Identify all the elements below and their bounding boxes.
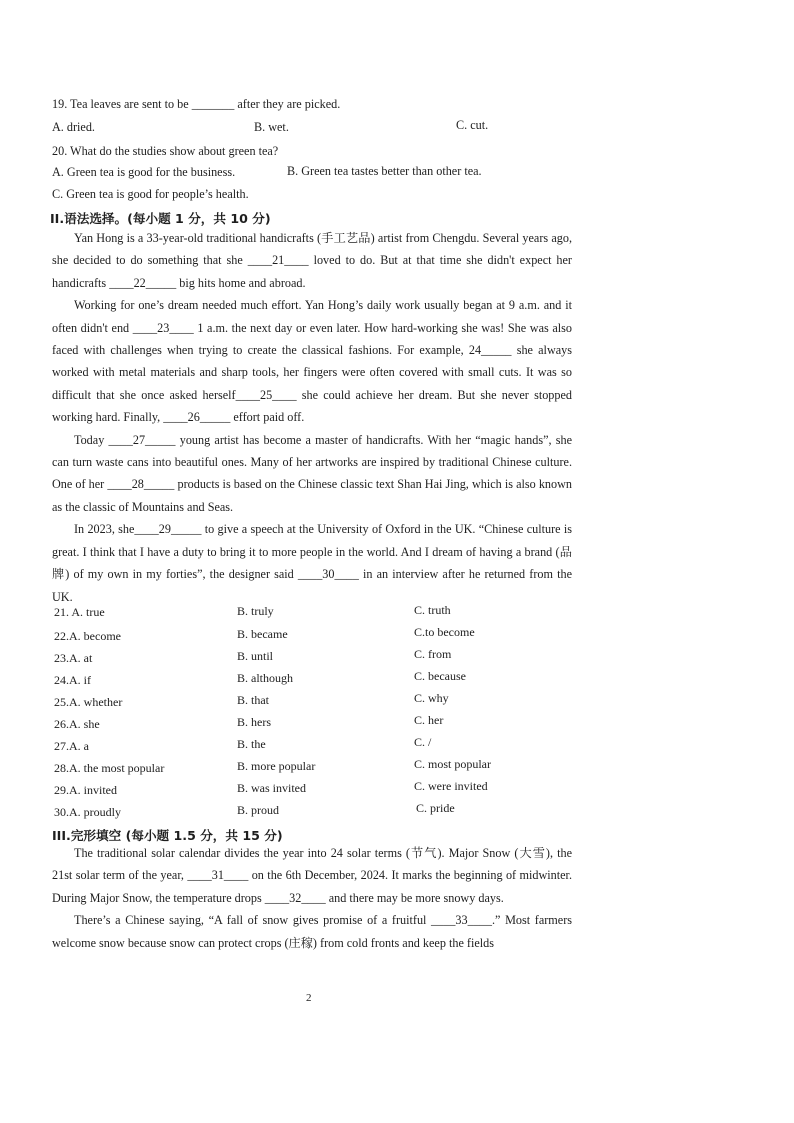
question-20-option-c: C. Green tea is good for people’s health.	[52, 187, 249, 201]
question-20-option-a: A. Green tea is good for the business.	[52, 165, 236, 179]
option-30-a: 30.A. proudly	[54, 805, 121, 819]
option-24-c: C. because	[414, 669, 466, 683]
option-30-c: C. pride	[416, 801, 455, 815]
option-23-a: 23.A. at	[54, 651, 93, 665]
option-27-b: B. the	[237, 737, 266, 751]
option-25-b: B. that	[237, 693, 269, 707]
option-24-b: B. although	[237, 671, 293, 685]
question-19-option-a: A. dried.	[52, 120, 95, 134]
option-29-b: B. was invited	[237, 781, 306, 795]
option-27-a: 27.A. a	[54, 739, 89, 753]
page-number: 2	[306, 992, 312, 1004]
question-19-stem: 19. Tea leaves are sent to be _______ after they are picked.	[52, 97, 341, 111]
option-21-a: 21. A. true	[54, 605, 105, 619]
section-2-heading: II.语法选择。(每小题 1 分，共 10 分)	[50, 211, 271, 226]
option-29-c: C. were invited	[414, 779, 488, 793]
option-21-c: C. truth	[414, 603, 451, 617]
option-26-a: 26.A. she	[54, 717, 100, 731]
section-3-passage	[52, 842, 572, 954]
option-24-a: 24.A. if	[54, 673, 91, 687]
section-3-heading: III.完形填空 (每小题 1.5 分，共 15 分)	[52, 828, 283, 843]
option-29-a: 29.A. invited	[54, 783, 117, 797]
option-30-b: B. proud	[237, 803, 279, 817]
passage-paragraph: The traditional solar calendar divides the year into 24 solar terms (节气). Major Snow (大雪), the 21st solar term of the year, ____31____ on the 6th December, 2024. It marks the beginning of midwinter. During Major Snow, the temperature drops ____32____ and there may be more snowy days.	[52, 846, 572, 905]
option-25-a: 25.A. whether	[54, 695, 123, 709]
option-26-c: C. her	[414, 713, 444, 727]
option-21-b: B. truly	[237, 604, 274, 618]
option-26-b: B. hers	[237, 715, 271, 729]
option-27-c: C. /	[414, 735, 432, 749]
question-20-stem: 20. What do the studies show about green tea?	[52, 144, 279, 158]
passage-paragraph: There’s a Chinese saying, “A fall of snow gives promise of a fruitful ____33____.” Most farmers welcome snow because snow can protect crops (庄稼) from cold fronts and keep the fields	[52, 913, 572, 950]
passage-paragraph: In 2023, she____29_____ to give a speech at the University of Oxford in the UK. “Chinese culture is great. I think that I have a duty to bring it to more people in the world. And I dream of having a brand (品牌) of my own in my forties”, the designer said ____30____ in an interview after he returned from the UK.	[52, 522, 572, 604]
passage-paragraph: Today ____27_____ young artist has become a master of handicrafts. With her “magic hands”, she can turn waste cans into beautiful ones. Many of her artworks are inspired by traditional Chinese culture. One of her ____28_____ products is based on the Chinese classic text Shan Hai Jing, which is also known as the classic of Mountains and Seas.	[52, 432, 572, 514]
option-23-b: B. until	[237, 649, 274, 663]
passage-paragraph: Working for one’s dream needed much effort. Yan Hong’s daily work usually began at 9 a.m. and it often didn't end ____23____ 1 a.m. the next day or even later. How hard-working she was! She was also faced with challenges when trying to create the classical fashions. For example, 24_____ she always worked with metal materials and sharp tools, her fingers were often covered with small cuts. It was so difficult that she once asked herself____25____ she could achieve her dream. But she never stopped working hard. Finally, ____26_____ effort paid off.	[52, 298, 572, 425]
option-25-c: C. why	[414, 691, 449, 705]
question-19-option-c: C. cut.	[456, 118, 489, 132]
section-2-passage	[52, 227, 572, 608]
option-23-c: C. from	[414, 647, 452, 661]
passage-paragraph: Yan Hong is a 33-year-old traditional handicrafts (手工艺品) artist from Chengdu. Several years ago, she decided to do something that she ____21____ loved to do. But at that time she didn't expect her handicrafts ____22_____ big hits home and abroad.	[52, 231, 572, 290]
option-28-b: B. more popular	[237, 759, 316, 773]
option-22-a: 22.A. become	[54, 629, 121, 643]
option-22-b: B. became	[237, 627, 288, 641]
question-20-option-b: B. Green tea tastes better than other tea.	[287, 164, 482, 178]
option-22-c: C.to become	[414, 625, 475, 639]
question-19-option-b: B. wet.	[254, 120, 289, 134]
option-28-c: C. most popular	[414, 757, 491, 771]
option-28-a: 28.A. the most popular	[54, 761, 165, 775]
